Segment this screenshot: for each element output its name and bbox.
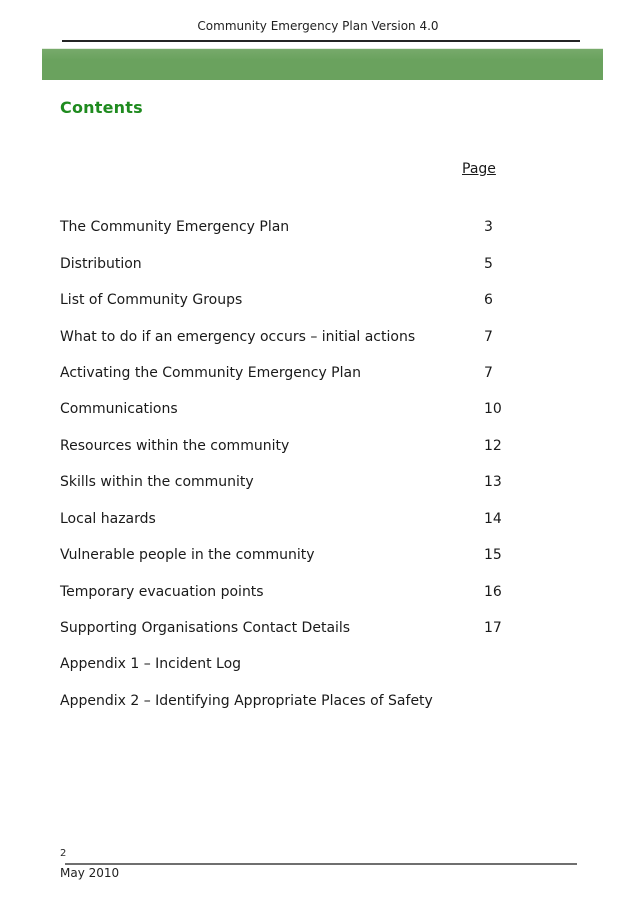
footer-rule: [65, 863, 577, 865]
toc-row: [60, 501, 590, 537]
contents-heading: Contents: [60, 98, 143, 117]
toc-row: [60, 646, 590, 682]
toc-row: [60, 355, 590, 391]
toc-row: [60, 391, 590, 427]
toc-entry-page: 3: [484, 219, 493, 236]
toc-entry-label: Temporary evacuation points: [60, 583, 264, 600]
toc-entry-label: Distribution: [60, 255, 142, 272]
toc-row: [60, 245, 590, 281]
toc-entry-label: Activating the Community Emergency Plan: [60, 364, 361, 381]
toc-entry-page: 16: [484, 583, 502, 600]
toc-row: [60, 573, 590, 609]
toc-row: [60, 428, 590, 464]
toc-entry-label: Communications: [60, 401, 178, 418]
toc-entry-label: The Community Emergency Plan: [60, 219, 290, 236]
header-rule: [62, 40, 580, 42]
toc-entry-label: Appendix 2 – Identifying Appropriate Places of Safety: [60, 692, 433, 709]
footer-page-number: 2: [60, 848, 67, 859]
toc-entry-page: 5: [484, 255, 493, 272]
toc-entry-label: Vulnerable people in the community: [60, 547, 315, 564]
toc-entry-page: 17: [484, 620, 502, 637]
toc-entry-page: 12: [484, 437, 502, 454]
table-of-contents: [60, 209, 590, 719]
toc-row: [60, 683, 590, 719]
toc-entry-page: 14: [484, 510, 502, 527]
toc-entry-page: 10: [484, 401, 502, 418]
toc-row: [60, 537, 590, 573]
toc-entry-label: What to do if an emergency occurs – initial actions: [60, 328, 416, 345]
toc-entry-label: Skills within the community: [60, 474, 254, 491]
page-column-label: Page: [462, 161, 496, 177]
toc-entry-label: Supporting Organisations Contact Details: [60, 620, 351, 637]
toc-entry-page: 7: [484, 328, 493, 345]
toc-entry-label: Resources within the community: [60, 437, 290, 454]
footer-date: May 2010: [60, 866, 120, 880]
toc-entry-label: Appendix 1 – Incident Log: [60, 656, 242, 673]
green-banner: [42, 48, 603, 80]
toc-row: [60, 464, 590, 500]
toc-row: [60, 318, 590, 354]
toc-entry-page: 6: [484, 292, 493, 309]
toc-entry-page: 7: [484, 364, 493, 381]
toc-entry-label: List of Community Groups: [60, 292, 243, 309]
toc-entry-page: 13: [484, 474, 502, 491]
toc-row: [60, 610, 590, 646]
toc-entry-page: 15: [484, 547, 502, 564]
toc-entry-label: Local hazards: [60, 510, 156, 527]
toc-row: [60, 209, 590, 245]
toc-row: [60, 282, 590, 318]
document-header-title: Community Emergency Plan Version 4.0: [197, 19, 439, 33]
